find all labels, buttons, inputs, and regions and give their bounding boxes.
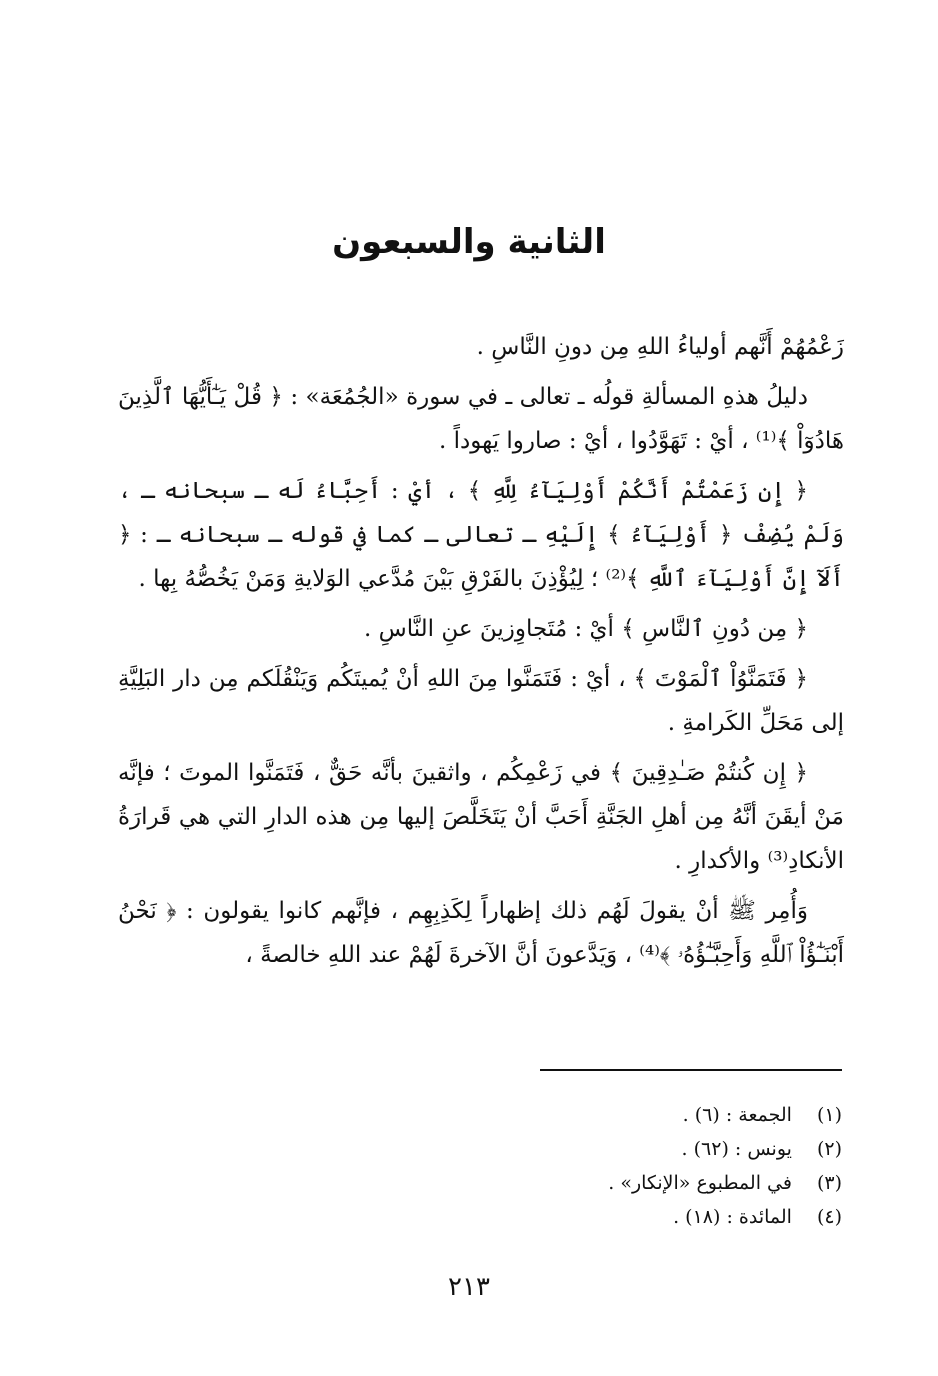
footnote-divider — [540, 1069, 842, 1071]
footnotes — [118, 1098, 842, 1234]
paragraph: وَأُمِر ﷺ أنْ يقولَ لَهُم ذلك إظهاراً لِكَذِبِهِم ، فإنَّهم كانوا يقولون : ﴿ نَحْنُ أَبْنَـٰٓؤُاْ ٱللَّهِ وَأَحِبَّـٰٓؤُهُۥ ﴾⁽⁴⁾ ، وَيَدَّعونَ أنَّ الآخرةَ لَهُمْ عند اللهِ خالصةً ، — [118, 898, 844, 968]
paragraph: ﴿ مِن دُونِ ٱلنَّاسِ ﴾ أيْ : مُتَجاوِزينَ عنِ النَّاسِ . — [364, 616, 808, 642]
body-text — [118, 325, 844, 983]
footnote-text: في المطبوع «الإنكار» . — [608, 1172, 792, 1194]
footnote-number: (١) — [816, 1104, 842, 1126]
footnote-number: (٢) — [816, 1138, 842, 1160]
paragraph: دليلُ هذهِ المسألةِ قولُه ـ تعالى ـ في سورة «الجُمُعَة» : ﴿ قُلْ يَـٰٓأَيُّهَا ٱلَّذِينَ هَادُوٓاْ ﴾⁽¹⁾ ، أيْ : تَهَوَّدُوا ، أيْ : صاروا يَهوداً . — [118, 384, 844, 454]
footnote-text: المائدة : (١٨) . — [673, 1206, 792, 1228]
paragraph: ﴿ فَتَمَنَّوُاْ ٱلْمَوْتَ ﴾ ، أيْ : فَتَمَنَّوا مِنَ اللهِ أنْ يُميتَكُم وَيَنْقُلَكم مِن دار البَلِيَّةِ إلى مَحَلِّ الكَرامةِ . — [118, 666, 844, 736]
paragraph: ﴿ إِن زَعَمْتُمْ أَنَّكُمْ أَوْلِيَآءُ لِلَّهِ ﴾ ، أيْ : أَحِبَّاءُ لَه ـ سبحانه ـ ، وَلَمْ يُضِفْ ﴿ أَوْلِيَآءُ ﴾ إِلَيْهِ ـ تعالى ـ كما في قوله ـ سبحانه ـ : ﴿ أَلَآ إِنَّ أَوْلِيَآءَ ٱللَّهِ ﴾⁽²⁾ ؛ لِيُؤْذِنَ بالفَرْقِ بَيْنَ مُدَّعي الوَلايةِ وَمَنْ يَخُصُّهُ بِها . — [118, 478, 844, 592]
footnote — [118, 1132, 842, 1166]
footnote — [118, 1098, 842, 1132]
footnote-number: (٤) — [816, 1206, 842, 1228]
footnote-text: يونس : (٦٢) . — [681, 1138, 792, 1160]
page-number: ٢١٣ — [448, 1272, 490, 1302]
footnote — [118, 1200, 842, 1234]
chapter-title: الثانية والسبعون — [332, 222, 606, 262]
footnote — [118, 1166, 842, 1200]
paragraph: ﴿ إِن كُنتُمْ صَـٰدِقِينَ ﴾ في زَعْمِكُم ، واثقينَ بأنَّه حَقٌّ ، فَتَمَنَّوا الموتَ ؛ فإنَّه مَنْ أيقَنَ أنَّهُ مِن أهلِ الجَنَّةِ أَحَبَّ أنْ يَتَخَلَّصَ إليها مِن هذه الدارِ التي هي قَرارَةُ الأنكادِ⁽³⁾ والأكدارِ . — [118, 760, 844, 874]
paragraph: زَعْمُهُمْ أَنَّهم أولياءُ اللهِ مِن دونِ النَّاسِ . — [476, 334, 844, 360]
footnote-text: الجمعة : (٦) . — [682, 1104, 792, 1126]
footnote-number: (٣) — [816, 1172, 842, 1194]
